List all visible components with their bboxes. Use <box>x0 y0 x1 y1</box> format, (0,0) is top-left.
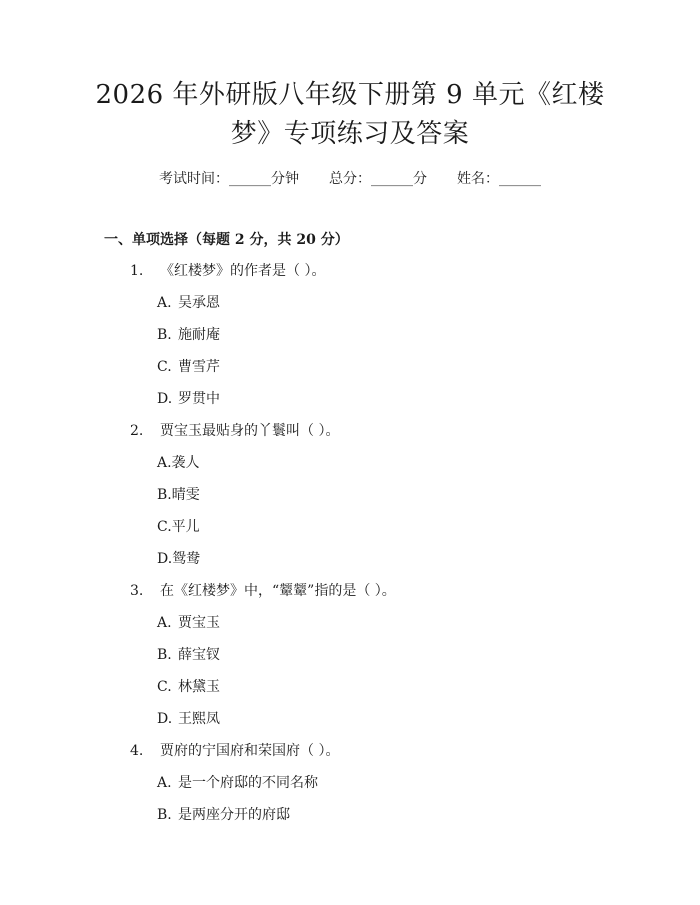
option-text: B.晴雯 <box>157 487 200 503</box>
option-text: 贾宝玉 <box>178 615 220 631</box>
exam-info <box>0 170 700 188</box>
option-letter: B. <box>157 327 172 343</box>
option-letter: A. <box>157 775 172 791</box>
option-text: C.平儿 <box>157 519 200 535</box>
option-letter: A. <box>157 295 172 311</box>
option-letter: D. <box>157 391 173 407</box>
option-text: 林黛玉 <box>178 679 220 695</box>
question-number: 3. <box>130 583 144 599</box>
total-score-label: 总分：______分 <box>329 171 427 187</box>
name-label: 姓名：______ <box>457 171 541 187</box>
document-title <box>90 76 610 154</box>
option-text: A.袭人 <box>157 455 200 471</box>
question-text: 贾府的宁国府和荣国府（ ）。 <box>160 743 340 759</box>
option-letter: B. <box>157 647 172 663</box>
option-letter: D. <box>157 711 173 727</box>
title-line-2: 梦》专项练习及答案 <box>230 119 470 149</box>
option-letter: B. <box>157 807 172 823</box>
option-letter: C. <box>157 679 172 695</box>
question-number: 4. <box>130 743 144 759</box>
option-text: 吴承恩 <box>178 295 220 311</box>
option-letter: A. <box>157 615 172 631</box>
option-text: 薛宝钗 <box>178 647 220 663</box>
option-text: 罗贯中 <box>178 391 220 407</box>
question-text: 《红楼梦》的作者是（ ）。 <box>160 263 326 279</box>
option-text: D.鸳鸯 <box>157 551 201 567</box>
question-text: 贾宝玉最贴身的丫鬟叫（ ）。 <box>160 423 340 439</box>
question-number: 1. <box>130 263 144 279</box>
exam-time-label: 考试时间：______分钟 <box>159 171 299 187</box>
question-number: 2. <box>130 423 144 439</box>
section-heading: 一、单项选择（每题 2 分，共 20 分） <box>104 232 349 248</box>
option-text: 是两座分开的府邸 <box>178 807 290 823</box>
option-text: 王熙凤 <box>178 711 220 727</box>
question-text: 在《红楼梦》中，“颦颦”指的是（ ）。 <box>160 583 396 599</box>
option-text: 曹雪芹 <box>178 359 220 375</box>
option-text: 施耐庵 <box>178 327 220 343</box>
option-letter: C. <box>157 359 172 375</box>
title-line-1: 2026 年外研版八年级下册第 9 单元《红楼 <box>95 80 605 110</box>
option-text: 是一个府邸的不同名称 <box>178 775 318 791</box>
